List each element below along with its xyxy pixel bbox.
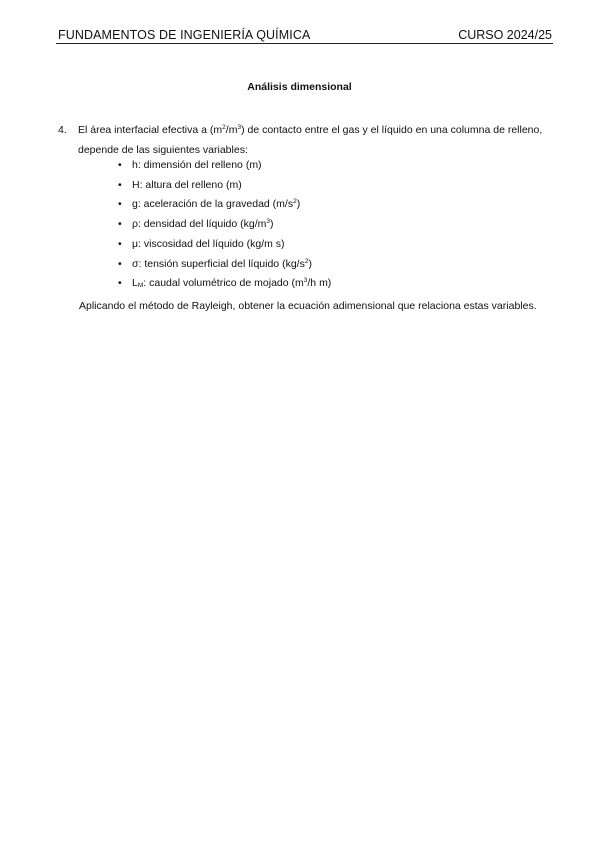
problem-number: 4.	[58, 124, 67, 136]
variable-sup: 3	[303, 277, 308, 285]
variable-sub: M	[137, 282, 144, 290]
intro-part-b: /m	[225, 124, 238, 136]
variable-text: g: aceleración de la gravedad (m/s	[132, 198, 294, 211]
variable-tail: )	[308, 257, 312, 270]
variable-text: σ: tensión superficial del líquido (kg/s	[132, 257, 305, 270]
variable-text: L	[132, 277, 138, 290]
section-title: Análisis dimensional	[247, 81, 352, 93]
intro-sup-1: 2	[222, 124, 226, 131]
intro-sup-2: 3	[237, 124, 242, 131]
variable-text: ρ: densidad del líquido (kg/m	[132, 218, 267, 231]
variable-tail: /h m)	[307, 277, 332, 290]
list-item	[118, 156, 331, 176]
list-item	[118, 255, 331, 275]
page-header	[56, 27, 553, 44]
variable-text: h: dimensión del relleno (m)	[132, 159, 262, 171]
bullet-icon: •	[118, 257, 122, 270]
problem-intro	[78, 120, 558, 160]
intro-part-c: ) de contacto entre el gas y el líquido en una columna de relleno, depende de las siguientes variables:	[78, 124, 543, 156]
closing-instruction: Aplicando el método de Rayleigh, obtener la ecuación adimensional que relaciona estas variables.	[79, 300, 537, 312]
course-year: CURSO 2024/25	[458, 28, 552, 42]
list-item	[118, 215, 331, 235]
variable-tail: )	[296, 198, 301, 211]
list-item	[118, 274, 331, 294]
bullet-icon: •	[118, 218, 122, 231]
intro-part-a: El área interfacial efectiva a (m	[78, 124, 223, 136]
variable-sup: 3	[266, 218, 271, 226]
variable-text: H: altura del relleno (m)	[132, 178, 242, 191]
variable-sup: 2	[293, 198, 297, 206]
variable-mid: : caudal volumétrico de mojado (m	[143, 277, 304, 290]
variable-text: μ: viscosidad del líquido (kg/m s)	[132, 237, 285, 250]
bullet-icon: •	[118, 237, 122, 250]
variables-list	[118, 156, 331, 294]
list-item	[118, 176, 331, 196]
bullet-icon: •	[118, 159, 122, 171]
list-item	[118, 235, 331, 255]
list-item	[118, 195, 331, 215]
variable-sup: 2	[304, 257, 309, 265]
course-name: FUNDAMENTOS DE INGENIERÍA QUÍMICA	[58, 28, 311, 42]
bullet-icon: •	[118, 198, 122, 211]
bullet-icon: •	[118, 178, 122, 191]
variable-tail: )	[270, 218, 274, 231]
bullet-icon: •	[118, 277, 122, 290]
